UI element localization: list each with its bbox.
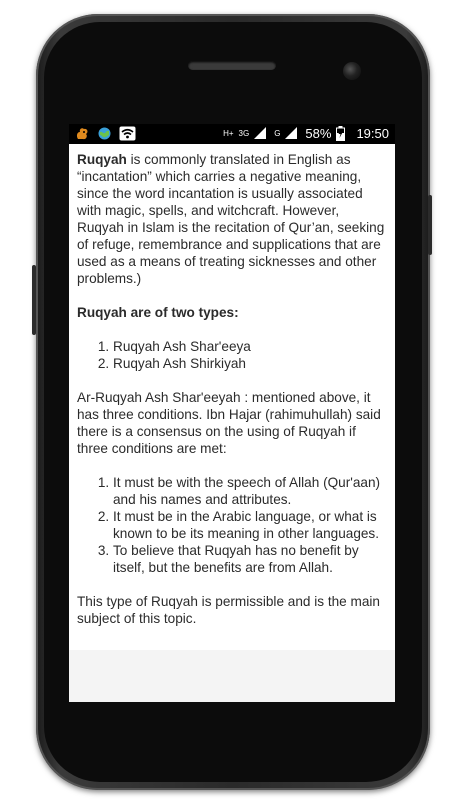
types-list	[77, 338, 388, 372]
conditions-intro-paragraph: Ar-Ruqyah Ash Shar'eeyah : mentioned above, it has three conditions. Ibn Hajar (rahimuhullah) said there is a consensus on the using of Ruqyah if three conditions are met:	[77, 390, 381, 456]
list-item: 3. To believe that Ruqyah has no benefit by itself, but the benefits are from Allah.	[113, 542, 388, 576]
network-type-3g: 3G	[238, 128, 250, 138]
closing-paragraph: This type of Ruqyah is permissible and is the main subject of this topic.	[77, 594, 380, 626]
wifi-icon	[119, 126, 134, 141]
network-type-g: G	[274, 128, 281, 138]
squirrel-app-icon	[75, 126, 90, 141]
article-content	[69, 144, 395, 650]
earpiece-speaker	[188, 61, 276, 70]
intro-term: Ruqyah	[77, 152, 127, 167]
battery-charging-icon	[336, 126, 351, 141]
list-item: 2. It must be in the Arabic language, or what is known to be its meaning in other languages.	[113, 508, 388, 542]
front-camera	[343, 62, 361, 80]
clock: 19:50	[356, 126, 389, 141]
network-type-h-plus: H+	[223, 128, 234, 138]
volume-button	[32, 265, 36, 335]
types-heading: Ruqyah are of two types:	[77, 305, 239, 320]
intro-paragraph	[77, 151, 388, 287]
power-button	[428, 195, 432, 255]
signal-strength-2-icon	[285, 126, 300, 141]
content-footer-area	[69, 650, 395, 702]
globe-app-icon	[97, 126, 112, 141]
list-item: 2. Ruqyah Ash Shirkiyah	[113, 355, 388, 372]
intro-text: is commonly translated in English as “incantation” which carries a negative meaning, since the word incantation is usually associated with magic, spells, and witchcraft. However, Ruqyah in Islam is the recitation of Qur’an, seeking of refuge, remembrance and supplications that are used as a means of treating sicknesses and other problems.)	[77, 152, 385, 286]
list-item: 1. It must be with the speech of Allah (Qur'aan) and his names and attributes.	[113, 474, 388, 508]
screen	[69, 124, 395, 702]
battery-percentage: 58%	[305, 126, 332, 141]
signal-strength-icon	[254, 126, 269, 141]
conditions-list	[77, 474, 388, 576]
status-bar	[69, 124, 395, 144]
list-item: 1. Ruqyah Ash Shar'eeya	[113, 338, 388, 355]
